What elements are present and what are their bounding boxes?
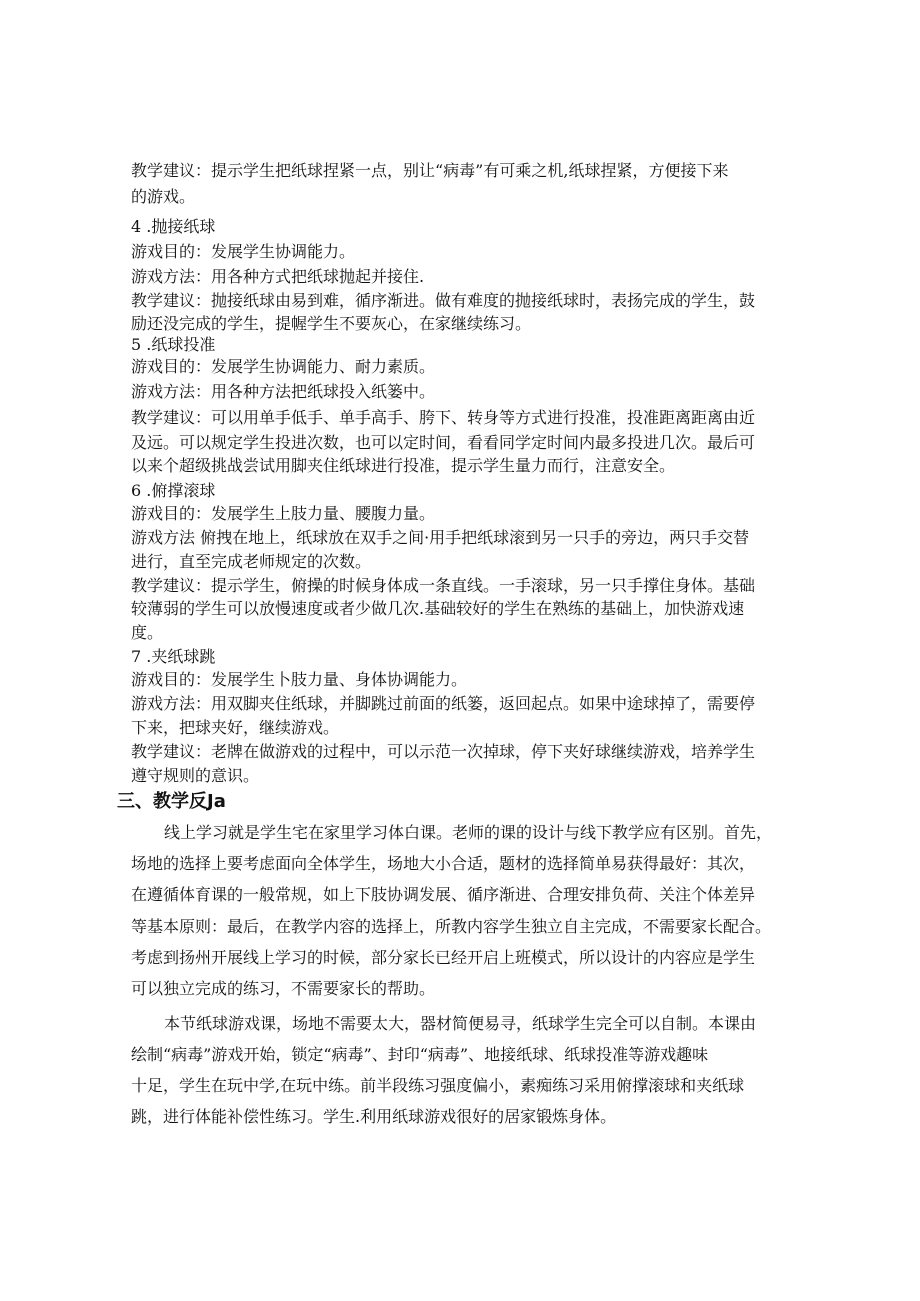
text-line: 教学建议：可以用单手低手、单手高手、胯下、转身等方式进行投准，投准距离距离由近 bbox=[131, 408, 756, 427]
text-line: 游戏目的：发展学生卜肢力量、身体协调能力。 bbox=[131, 670, 468, 689]
paragraph-line: 线上学习就是学生宅在家里学习体白课。老师的课的设计与线下教学应有区别。首先， bbox=[164, 823, 773, 842]
text-line: 度。 bbox=[131, 623, 164, 642]
text-line: 励还没完成的学生，提幄学生不要灰心，在家继续练习。 bbox=[131, 314, 532, 333]
text-line: 教学建议：抛接纸球由易到难，循序渐进。做有难度的抛接纸球时，表扬完成的学生，鼓 bbox=[131, 291, 756, 310]
section-item-title: 4 .抛接纸球 bbox=[131, 217, 216, 236]
text-line: 的游戏。 bbox=[131, 187, 196, 206]
text-line: 游戏方法：用各种方法把纸球投入纸篓中。 bbox=[131, 382, 436, 401]
text-line: 游戏目的：发展学生上肢力量、腰腹力量。 bbox=[131, 504, 436, 523]
paragraph-line: 在遵循体育课的一般常规，如上下肢协调发展、循序渐进、合理安排负荷、关注个体差异 bbox=[131, 885, 756, 904]
section-heading: 三、教学反Ja bbox=[117, 791, 226, 812]
paragraph-line: 可以独立完成的练习，不需要家长的帮助。 bbox=[131, 979, 436, 998]
text-line: 进行，直至完成老师规定的次数。 bbox=[131, 552, 372, 571]
paragraph-line: 十足，学生在玩中学,在玩中练。前半段练习强度偏小，素痴练习采用俯撑滚球和夹纸球 bbox=[131, 1076, 745, 1095]
paragraph-line: 等基本原则：最后，在教学内容的选择上，所教内容学生独立自主完成，不需要家长配合。 bbox=[131, 917, 772, 936]
text-line: 以来个超级挑战尝试用脚夹住纸球进行投准，提示学生量力而行，注意安全。 bbox=[131, 456, 676, 475]
text-line: 游戏目的：发展学生协调能力。 bbox=[131, 242, 356, 261]
text-line: 游戏目的：发展学生协调能力、耐力素质。 bbox=[131, 357, 436, 376]
text-line: 教学建议：提示学生把纸球捏紧一点，别让“病毒”有可乘之机,纸球捏紧，方便接下来 bbox=[131, 161, 729, 180]
text-line: 游戏方法：用各种方式把纸球抛起并接住. bbox=[131, 267, 425, 286]
text-line: 下来，把球夹好，继续游戏。 bbox=[131, 718, 340, 737]
text-line: 及远。可以规定学生投进次数，也可以定时间，看看同学定时间内最多投进几次。最后可 bbox=[131, 433, 756, 452]
section-item-title: 7 .夹纸球跳 bbox=[131, 647, 216, 666]
text-line: 游戏方法 俯拽在地上，纸球放在双手之间·用手把纸球滚到另一只手的旁边，两只手交替 bbox=[131, 528, 750, 547]
text-line: 遵守规则的意识。 bbox=[131, 766, 260, 785]
text-line: 较薄弱的学生可以放慢速度或者少做几次.基础较好的学生在熟练的基础上，加快游戏速 bbox=[131, 599, 745, 618]
paragraph-line: 考虑到扬州开展线上学习的时候，部分家长已经开启上班模式，所以设计的内容应是学生 bbox=[131, 948, 756, 967]
text-line: 教学建议：提示学生，俯操的时候身体成一条直线。一手滚球，另一只手撑住身体。基础 bbox=[131, 576, 756, 595]
text-line: 游戏方法：用双脚夹住纸球，并脚跳过前面的纸篓，返回起点。如果中途球掉了，需要停 bbox=[131, 694, 756, 713]
paragraph-line: 场地的选择上要考虑面向全体学生，场地大小合适，题材的选择简单易获得最好：其次， bbox=[131, 854, 756, 873]
paragraph-line: 跳，进行体能补偿性练习。学生.利用纸球游戏很好的居家锻炼身体。 bbox=[131, 1107, 617, 1126]
section-item-title: 6 .俯撑滚球 bbox=[131, 481, 216, 500]
text-line: 教学建议：老牌在做游戏的过程中，可以示范一次掉球，停下夹好球继续游戏，培养学生 bbox=[131, 742, 756, 761]
paragraph-line: 本节纸球游戏课，场地不需要太大，器材简便易寻，纸球学生完全可以自制。本课由 bbox=[164, 1014, 757, 1033]
section-item-title: 5 .纸球投准 bbox=[131, 335, 216, 354]
paragraph-line: 绘制“病毒”游戏开始，锁定“病毒”、封印“病毒”、地接纸球、纸球投准等游戏趣味 bbox=[131, 1045, 709, 1064]
